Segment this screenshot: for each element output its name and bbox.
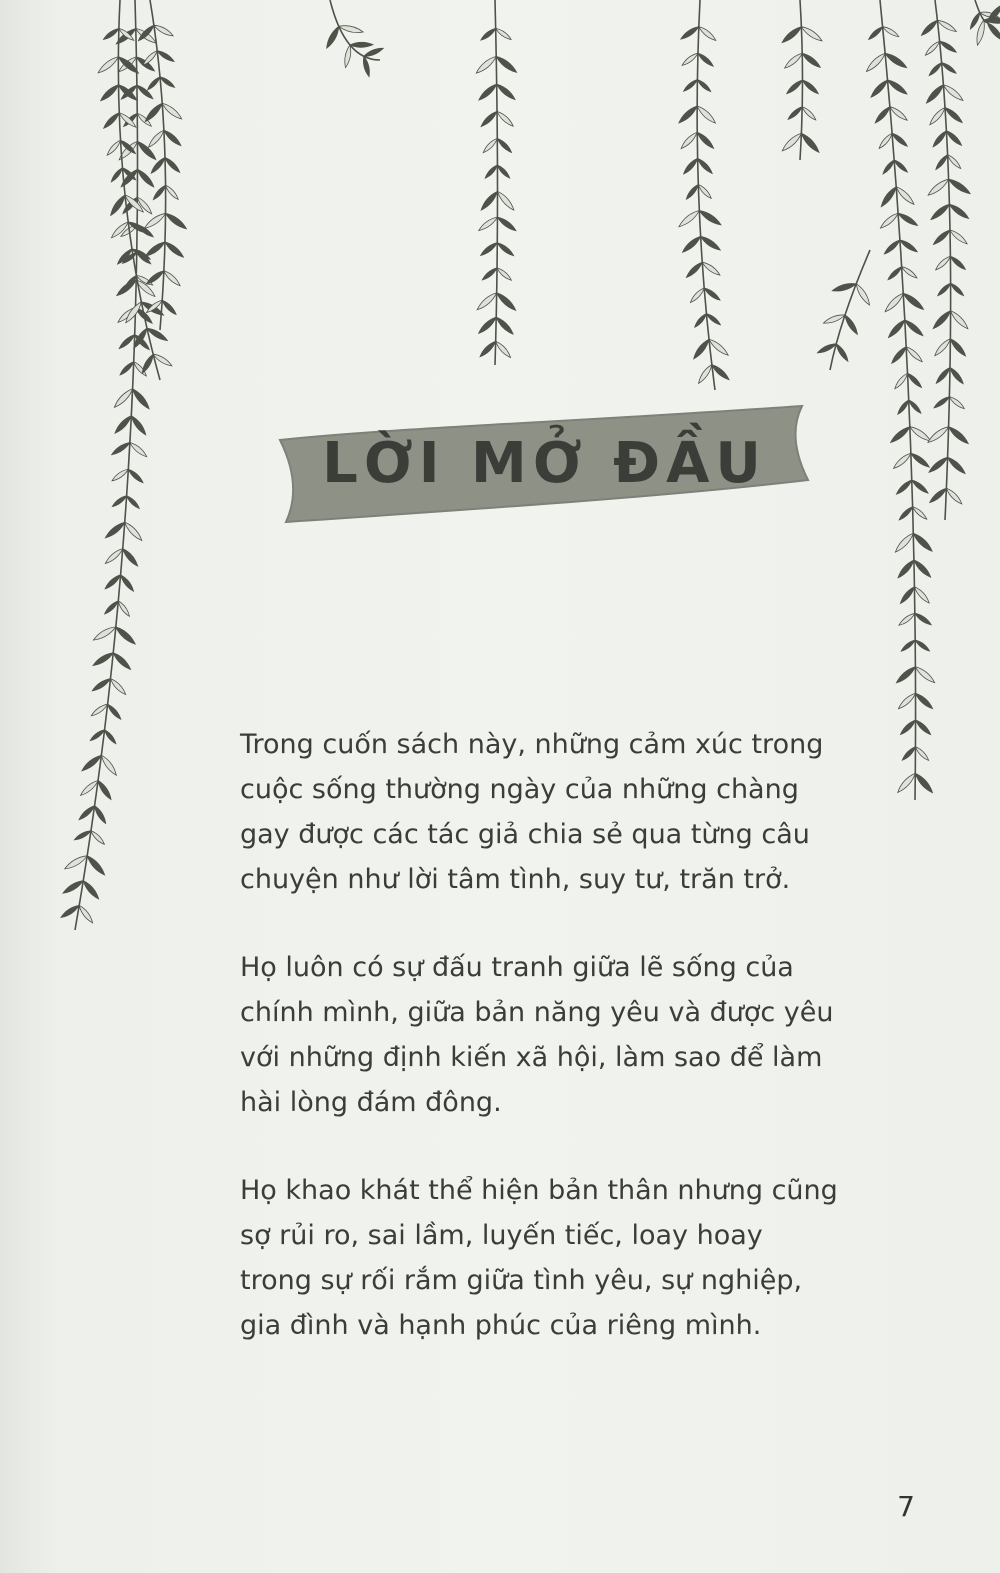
willow-leaf — [924, 83, 945, 105]
willow-leaf — [477, 82, 498, 102]
willow-leaf — [975, 19, 987, 46]
willow-leaf — [934, 255, 952, 272]
willow-leaf — [129, 414, 148, 436]
willow-leaf — [911, 505, 928, 521]
willow-leaf — [801, 51, 822, 69]
willow-leaf — [898, 505, 914, 521]
willow-leaf — [949, 309, 970, 331]
paragraph-2 — [240, 945, 890, 1125]
willow-leaf — [477, 315, 498, 335]
willow-leaf — [887, 318, 907, 339]
willow-leaf — [147, 129, 166, 149]
willow-leaf — [494, 340, 512, 359]
willow-leaf — [914, 691, 934, 710]
willow-leaf — [96, 54, 120, 75]
willow-leaf — [787, 105, 804, 121]
willow-leaf — [869, 78, 889, 99]
willow-leaf — [682, 157, 699, 176]
text-line: sợ rủi ro, sai lầm, luyến tiếc, loay hoay — [240, 1220, 763, 1251]
willow-leaf — [801, 105, 818, 121]
willow-leaf — [698, 208, 723, 227]
willow-leaf — [931, 309, 952, 331]
willow-leaf — [495, 189, 516, 211]
willow-leaf — [896, 399, 910, 416]
willow-leaf — [896, 558, 916, 579]
willow-leaf — [928, 106, 947, 127]
willow-leaf — [363, 46, 384, 58]
willow-leaf — [691, 338, 711, 361]
willow-leaf — [679, 130, 699, 150]
willow-leaf — [693, 312, 708, 328]
willow-leaf — [926, 177, 950, 198]
willow-leaf — [910, 478, 929, 495]
willow-leaf — [873, 105, 891, 125]
willow-leaf — [479, 241, 498, 257]
willow-leaf — [948, 202, 970, 220]
willow-leaf — [877, 132, 893, 150]
willow-leaf — [496, 266, 513, 282]
willow-leaf — [936, 282, 952, 297]
willow-leaf — [946, 455, 967, 475]
willow-leaf — [949, 337, 968, 358]
willow-leaf — [899, 718, 917, 736]
willow-leaf — [163, 240, 185, 259]
willow-leaf — [496, 137, 513, 154]
willow-leaf — [85, 854, 107, 877]
willow-leaf — [81, 879, 100, 901]
willow-leaf — [932, 228, 952, 246]
willow-leaf — [881, 159, 895, 176]
willow-leaf — [699, 234, 722, 252]
paragraph-1 — [240, 722, 890, 902]
willow-leaf — [144, 240, 166, 258]
willow-leaf — [879, 185, 898, 208]
willow-leaf — [945, 487, 964, 506]
willow-leaf — [77, 904, 94, 924]
willow-leaf — [843, 314, 860, 336]
chapter-title-banner — [272, 398, 817, 526]
willow-leaf — [783, 51, 804, 70]
preface-body — [240, 722, 890, 1391]
text-line: gay được các tác giả chia sẻ qua từng câu — [240, 819, 810, 850]
willow-leaf — [149, 156, 166, 175]
text-line: gia đình và hạnh phúc của riêng mình. — [240, 1310, 762, 1341]
willow-leaf — [106, 703, 123, 721]
willow-leaf — [495, 291, 518, 313]
willow-leaf — [143, 101, 164, 123]
willow-leaf — [927, 455, 949, 474]
page-number: 7 — [897, 1490, 915, 1523]
willow-leaf — [164, 211, 188, 231]
willow-leaf — [106, 139, 123, 157]
willow-leaf — [864, 51, 887, 73]
willow-leaf — [949, 282, 965, 297]
willow-leaf — [99, 754, 118, 777]
willow-leaf — [697, 25, 717, 43]
willow-leaf — [92, 624, 117, 642]
willow-leaf — [495, 82, 517, 101]
willow-leaf — [902, 291, 926, 312]
willow-leaf — [125, 494, 141, 510]
willow-leaf — [685, 183, 700, 200]
willow-leaf — [928, 61, 943, 77]
willow-leaf — [479, 27, 497, 42]
willow-leaf — [895, 478, 914, 496]
willow-leaf — [780, 25, 803, 45]
willow-leaf — [928, 486, 948, 504]
willow-leaf — [90, 829, 106, 845]
willow-leaf — [117, 600, 132, 618]
willow-leaf — [111, 651, 132, 671]
willow-leaf — [898, 612, 917, 628]
willow-leaf — [677, 104, 699, 125]
willow-leaf — [496, 241, 515, 258]
willow-leaf — [896, 771, 918, 794]
willow-leaf — [681, 51, 700, 67]
willow-leaf — [695, 130, 715, 150]
text-line: Trong cuốn sách này, những cảm xúc trong — [240, 729, 824, 760]
willow-leaf — [695, 104, 717, 125]
willow-leaf — [479, 110, 498, 129]
willow-leaf — [696, 363, 713, 385]
willow-branch — [830, 250, 870, 370]
willow-leaf — [123, 520, 144, 542]
willow-leaf — [893, 372, 909, 390]
willow-leaf — [142, 49, 159, 66]
willow-leaf — [911, 531, 934, 553]
willow-leaf — [931, 129, 948, 148]
willow-leaf — [947, 177, 972, 196]
willow-leaf — [128, 441, 148, 459]
willow-leaf — [102, 111, 121, 130]
willow-leaf — [677, 208, 701, 229]
willow-leaf — [93, 804, 108, 824]
willow-leaf — [886, 265, 903, 281]
willow-leaf — [901, 745, 917, 762]
willow-leaf — [130, 387, 151, 411]
willow-leaf — [679, 25, 700, 42]
willow-leaf — [801, 78, 820, 95]
willow-leaf — [895, 665, 918, 685]
willow-leaf — [914, 665, 937, 685]
willow-leaf — [119, 573, 136, 592]
willow-leaf — [785, 78, 804, 95]
willow-leaf — [883, 238, 902, 255]
willow-leaf — [696, 78, 712, 93]
text-line: chính mình, giữa bản năng yêu và được yêu — [240, 997, 834, 1028]
willow-leaf — [933, 337, 952, 357]
willow-leaf — [914, 718, 932, 736]
willow-leaf — [685, 260, 704, 279]
willow-leaf — [350, 42, 373, 47]
willow-leaf — [909, 451, 930, 469]
willow-leaf — [929, 202, 951, 221]
willow-leaf — [494, 54, 518, 75]
willow-leaf — [682, 78, 698, 93]
willow-leaf — [143, 211, 168, 231]
willow-leaf — [799, 131, 821, 154]
willow-leaf — [162, 269, 181, 287]
text-line: trong sự rối rắm giữa tình yêu, sự nghiệp, — [240, 1265, 803, 1296]
willow-leaf — [140, 353, 155, 374]
willow-leaf — [948, 395, 965, 410]
willow-leaf — [854, 282, 872, 306]
willow-leaf — [914, 638, 931, 652]
willow-leaf — [481, 266, 498, 281]
willow-leaf — [879, 211, 900, 230]
willow-leaf — [947, 425, 970, 446]
text-line: chuyện như lời tâm tình, suy tư, trăn trở. — [240, 864, 791, 895]
text-line: với những định kiến xã hội, làm sao để làm — [240, 1042, 823, 1073]
willow-leaf — [108, 193, 127, 217]
willow-leaf — [689, 286, 706, 304]
chapter-title: LỜI MỞ ĐẦU — [322, 430, 767, 496]
willow-leaf — [948, 366, 965, 385]
willow-leaf — [924, 40, 941, 57]
willow-leaf — [926, 424, 950, 444]
willow-leaf — [343, 45, 352, 69]
willow-leaf — [484, 164, 499, 180]
willow-leaf — [121, 547, 140, 568]
willow-leaf — [920, 19, 939, 38]
willow-leaf — [889, 425, 912, 445]
willow-leaf — [145, 269, 165, 286]
willow-leaf — [908, 424, 932, 443]
willow-leaf — [109, 677, 128, 696]
willow-leaf — [985, 21, 1000, 43]
text-line: Họ khao khát thể hiện bản thân nhưng cũng — [240, 1175, 838, 1206]
willow-leaf — [102, 27, 120, 41]
willow-leaf — [890, 345, 908, 365]
willow-leaf — [127, 468, 145, 485]
willow-leaf — [96, 779, 113, 801]
willow-leaf — [913, 771, 935, 794]
willow-leaf — [479, 189, 500, 211]
willow-leaf — [110, 440, 131, 456]
willow-leaf — [899, 238, 919, 254]
willow-leaf — [897, 211, 919, 227]
willow-leaf — [914, 612, 933, 627]
willow-leaf — [111, 467, 130, 482]
willow-leaf — [883, 291, 905, 314]
willow-leaf — [681, 234, 703, 254]
willow-leaf — [477, 215, 499, 233]
willow-leaf — [103, 729, 117, 745]
willow-leaf — [496, 215, 518, 233]
willow-leaf — [900, 638, 917, 652]
willow-leaf — [948, 228, 968, 246]
willow-leaf — [899, 585, 917, 605]
willow-leaf — [892, 451, 913, 470]
willow-leaf — [897, 691, 917, 710]
willow-leaf — [118, 111, 138, 129]
willow-leaf — [324, 25, 341, 50]
willow-leaf — [494, 315, 515, 336]
willow-leaf — [884, 51, 909, 70]
willow-leaf — [893, 531, 915, 554]
willow-leaf — [474, 54, 498, 75]
willow-branch — [495, 0, 498, 365]
willow-leaf — [482, 137, 499, 154]
text-line: hài lòng đám đông. — [240, 1087, 502, 1118]
willow-leaf — [912, 558, 933, 579]
willow-leaf — [495, 110, 515, 128]
willow-leaf — [110, 167, 124, 184]
willow-leaf — [697, 52, 715, 68]
text-line: Họ luôn có sự đấu tranh giữa lẽ sống của — [240, 952, 794, 983]
willow-leaf — [161, 299, 178, 316]
willow-leaf — [933, 395, 951, 409]
willow-leaf — [494, 27, 512, 42]
paragraph-3 — [240, 1168, 890, 1348]
willow-leaf — [934, 153, 949, 170]
willow-leaf — [146, 76, 161, 92]
willow-leaf — [834, 343, 849, 363]
willow-leaf — [99, 83, 120, 103]
willow-leaf — [949, 255, 967, 272]
willow-leaf — [475, 291, 498, 312]
text-line: cuộc sống thường ngày của những chàng — [240, 774, 799, 805]
willow-leaf — [800, 24, 824, 43]
willow-leaf — [914, 745, 930, 762]
willow-leaf — [867, 25, 884, 41]
willow-leaf — [114, 625, 137, 647]
